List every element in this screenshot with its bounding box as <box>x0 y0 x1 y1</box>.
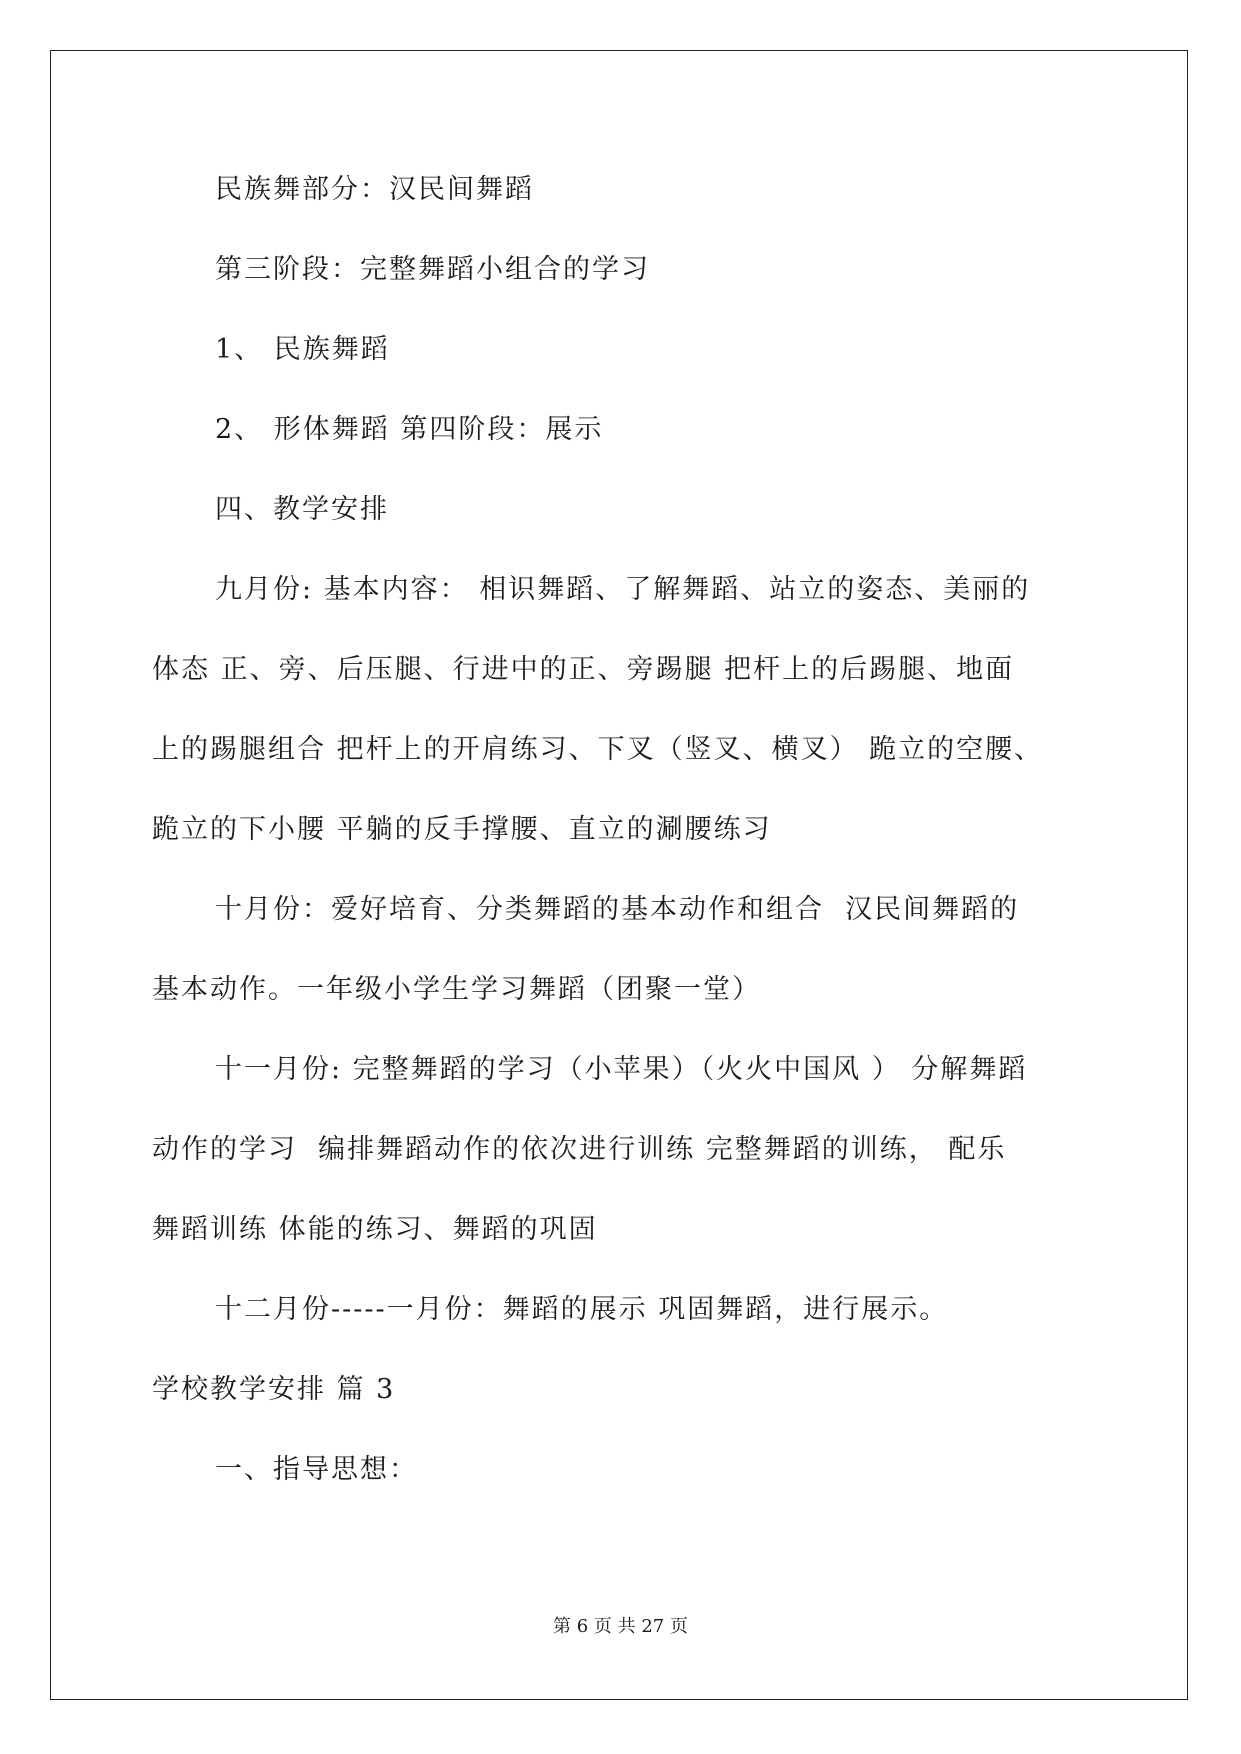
paragraph-line: 十二月份-----一月份：舞蹈的展示 巩固舞蹈，进行展示。 <box>215 1294 949 1325</box>
article-title: 学校教学安排 篇 3 <box>152 1374 396 1405</box>
paragraph-line: 体态 正、旁、后压腿、行进中的正、旁踢腿 把杆上的后踢腿、地面 <box>152 654 1015 685</box>
text-line: 2、 形体舞蹈 第四阶段：展示 <box>215 414 604 445</box>
paragraph-line: 上的踢腿组合 把杆上的开肩练习、下叉（竖叉、横叉） 跪立的空腰、 <box>152 734 1044 765</box>
paragraph-line: 十一月份: 完整舞蹈的学习（小苹果）（火火中国风 ） 分解舞蹈 <box>215 1054 1028 1085</box>
paragraph-line: 基本动作。一年级小学生学习舞蹈（团聚一堂） <box>152 974 761 1005</box>
page-number: 第 6 页 共 27 页 <box>553 1616 688 1637</box>
paragraph-line: 九月份: 基本内容： 相识舞蹈、了解舞蹈、站立的姿态、美丽的 <box>215 574 1031 605</box>
section-heading: 四、教学安排 <box>215 494 389 525</box>
text-line: 民族舞部分：汉民间舞蹈 <box>215 174 534 205</box>
paragraph-line: 跪立的下小腰 平躺的反手撑腰、直立的涮腰练习 <box>152 814 772 845</box>
paragraph-line: 舞蹈训练 体能的练习、舞蹈的巩固 <box>152 1214 598 1245</box>
section-heading: 一、指导思想： <box>215 1454 418 1485</box>
paragraph-line: 动作的学习 编排舞蹈动作的依次进行训练 完整舞蹈的训练， 配乐 <box>152 1134 1007 1165</box>
paragraph-line: 十月份：爱好培育、分类舞蹈的基本动作和组合 汉民间舞蹈的 <box>215 894 1020 925</box>
text-line: 第三阶段：完整舞蹈小组合的学习 <box>215 254 650 285</box>
text-line: 1、 民族舞蹈 <box>215 334 390 365</box>
